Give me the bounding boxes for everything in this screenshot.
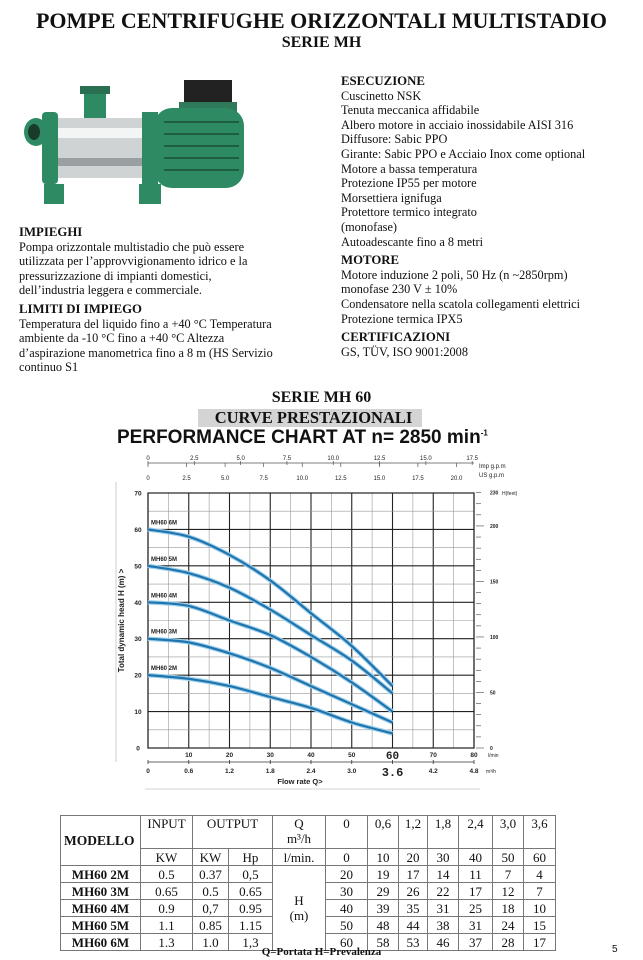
output-kw-cell: 0.85: [193, 917, 229, 934]
us-tick-label: 5.0: [220, 476, 230, 482]
curves-title: CURVE PRESTAZIONALI: [214, 408, 413, 427]
page-title: POMPE CENTRIFUGHE ORIZZONTALI MULTISTADIO: [35, 8, 608, 33]
perf-title-text: PERFORMANCE CHART AT n= 2850 min: [117, 427, 481, 448]
y-tick-label: 40: [134, 599, 142, 607]
q-lmin: 50: [493, 849, 524, 866]
feet-tick-label: 100: [490, 634, 499, 641]
certificazioni-heading: CERTIFICAZIONI: [341, 330, 451, 345]
head-value-cell: 35: [399, 900, 428, 917]
imp-tick-label: 15.0: [420, 456, 432, 462]
head-value-cell: 60: [326, 934, 368, 951]
x-tick-label: 50: [348, 752, 356, 759]
header-output: OUTPUT: [193, 816, 273, 849]
motore-line: Protezione termica IPX5: [341, 311, 463, 326]
limiti-line: continuo S1: [19, 360, 79, 375]
y-tick-label: 20: [134, 672, 142, 680]
head-value-cell: 31: [428, 900, 459, 917]
x2-tick-label: 2.4: [306, 768, 316, 775]
esecuzione-line: Morsettiera ignifuga: [341, 190, 442, 205]
spec-table: [60, 815, 556, 951]
page-number: 5: [612, 944, 618, 955]
us-tick-label: 15.0: [373, 476, 386, 482]
us-tick-label: 17.5: [412, 476, 424, 482]
x2-tick-label: 3.6: [381, 766, 404, 780]
motore-heading: MOTORE: [341, 253, 400, 268]
us-unit-label: US g.p.m: [479, 473, 505, 479]
impieghi-line: dell’industria leggera e commerciale.: [19, 283, 203, 298]
limiti-line: Temperatura del liquido fino a +40 °C Temperatura: [19, 316, 272, 331]
q-m3h: 0,6: [368, 816, 399, 849]
motore-line: Condensatore nella scatola collegamenti elettrici: [341, 296, 581, 311]
head-value-cell: 4: [524, 866, 556, 883]
limiti-line: d’aspirazione manometrica fino a 8 m (HS Servizio: [19, 345, 273, 360]
model-cell: MH60 2M: [61, 866, 141, 883]
x-tick-label: 60: [385, 751, 400, 763]
y-tick-label: 10: [134, 709, 142, 717]
q-lmin: 30: [428, 849, 459, 866]
esecuzione-line: Girante: Sabic PPO e Acciaio Inox come optional: [341, 146, 586, 161]
limiti-line: ambiente da -10 °C fino a +40 °C Altezza: [19, 331, 225, 346]
x2-tick-label: 3.0: [347, 768, 357, 775]
head-value-cell: 58: [368, 934, 399, 951]
header-q: [273, 816, 326, 849]
head-value-cell: 30: [326, 883, 368, 900]
model-cell: MH60 5M: [61, 917, 141, 934]
imp-tick-label: 0: [146, 456, 150, 462]
x-tick-label: 10: [185, 752, 193, 759]
output-hp-cell: 0.65: [229, 883, 273, 900]
x-tick-label: 80: [470, 752, 478, 759]
y-tick-label: 50: [134, 563, 142, 571]
input-kw-cell: 1.3: [141, 934, 193, 951]
imp-tick-label: 7.5: [282, 456, 292, 462]
h-unit: (m): [289, 908, 309, 923]
esecuzione-line: Protezione IP55 per motore: [341, 176, 477, 191]
head-value-cell: 17: [399, 866, 428, 883]
curve-label: MH60 4M: [151, 593, 178, 600]
q-lmin: 60: [524, 849, 556, 866]
head-value-cell: 17: [524, 934, 556, 951]
head-value-cell: 7: [493, 866, 524, 883]
h-unit-cell: [273, 866, 326, 951]
feet-unit-label: H(feet): [502, 491, 518, 497]
head-value-cell: 40: [326, 900, 368, 917]
q-m3h: 3,6: [524, 816, 556, 849]
x2-tick-label: 4.8: [469, 768, 479, 775]
head-value-cell: 10: [524, 900, 556, 917]
imp-tick-label: 2.5: [190, 456, 199, 462]
esecuzione-line: Tenuta meccanica affidabile: [341, 103, 480, 118]
head-value-cell: 38: [428, 917, 459, 934]
head-value-cell: 11: [459, 866, 493, 883]
input-kw-cell: 1.1: [141, 917, 193, 934]
unit-kw-output: KW: [193, 849, 229, 866]
head-value-cell: 48: [368, 917, 399, 934]
imp-tick-label: 17.5: [466, 456, 479, 462]
x2-tick-label: 1.2: [224, 768, 235, 775]
head-value-cell: 12: [493, 883, 524, 900]
output-hp-cell: 1.15: [229, 917, 273, 934]
feet-tick-label: 0: [490, 746, 493, 752]
esecuzione-line: Albero motore in acciaio inossidabile AISI 316: [341, 117, 574, 132]
us-tick-label: 7.5: [259, 476, 268, 482]
x-tick-label: 20: [225, 752, 234, 759]
impieghi-line: pressurizzazione di impianti domestici,: [19, 268, 212, 283]
curve-label: MH60 6M: [151, 520, 178, 527]
esecuzione-heading: ESECUZIONE: [341, 74, 425, 88]
certificazioni-line: GS, TÜV, ISO 9001:2008: [341, 344, 468, 359]
head-value-cell: 17: [459, 883, 493, 900]
x-tick-label: 30: [266, 752, 274, 759]
esecuzione-line: Motore a bassa temperatura: [341, 161, 478, 176]
imp-tick-label: 10.0: [327, 456, 340, 462]
motore-line: Motore induzione 2 poli, 50 Hz (n ~2850rpm): [341, 267, 568, 282]
head-value-cell: 24: [493, 917, 524, 934]
x2-tick-label: 4.2: [428, 768, 438, 775]
y-tick-label: 30: [134, 636, 142, 644]
us-tick-label: 2.5: [182, 476, 191, 482]
perf-title-sup: -1: [480, 428, 488, 438]
header-input: INPUT: [141, 816, 193, 849]
q-lmin: 40: [459, 849, 493, 866]
table-row: [61, 866, 556, 883]
header-modello: MODELLO: [61, 816, 141, 866]
head-value-cell: 44: [399, 917, 428, 934]
output-hp-cell: 0.95: [229, 900, 273, 917]
esecuzione-line: Autoadescante fino a 8 metri: [341, 234, 484, 249]
esecuzione-line: Protettore termico integrato: [341, 205, 477, 220]
head-value-cell: 22: [428, 883, 459, 900]
unit-lmin: l/min.: [273, 849, 326, 866]
curve-label: MH60 3M: [151, 629, 178, 636]
curve-label: MH60 2M: [151, 666, 178, 673]
feet-tick-label: 230: [490, 490, 499, 497]
q-lmin: 0: [326, 849, 368, 866]
q-m3h: 3,0: [493, 816, 524, 849]
esecuzione-line: Cuscinetto NSK: [341, 88, 422, 103]
x-unit-label: l/min: [488, 753, 499, 759]
output-kw-cell: 0,7: [193, 900, 229, 917]
unit-hp: Hp: [229, 849, 273, 866]
head-value-cell: 7: [524, 883, 556, 900]
model-cell: MH60 6M: [61, 934, 141, 951]
x-tick-label: 70: [429, 752, 437, 759]
output-kw-cell: 0.5: [193, 883, 229, 900]
head-value-cell: 18: [493, 900, 524, 917]
q-m3h: 1,2: [399, 816, 428, 849]
unit-kw-input: KW: [141, 849, 193, 866]
q-label: Q: [294, 816, 304, 831]
limiti-heading: LIMITI DI IMPIEGO: [19, 301, 143, 316]
head-value-cell: 15: [524, 917, 556, 934]
model-cell: MH60 4M: [61, 900, 141, 917]
output-kw-cell: 0.37: [193, 866, 229, 883]
head-value-cell: 14: [428, 866, 459, 883]
impieghi-line: utilizzata per l’approvvigionamento idrico e la: [19, 254, 248, 269]
curve-label: MH60 5M: [151, 556, 178, 563]
input-kw-cell: 0.5: [141, 866, 193, 883]
head-value-cell: 46: [428, 934, 459, 951]
table-caption: Q=Portata H=Prevalenza: [261, 946, 382, 958]
input-kw-cell: 0.9: [141, 900, 193, 917]
head-value-cell: 25: [459, 900, 493, 917]
input-kw-cell: 0.65: [141, 883, 193, 900]
feet-tick-label: 50: [490, 690, 496, 697]
q-lmin: 20: [399, 849, 428, 866]
head-value-cell: 29: [368, 883, 399, 900]
head-value-cell: 50: [326, 917, 368, 934]
output-hp-cell: 0,5: [229, 866, 273, 883]
q-m3h: 2,4: [459, 816, 493, 849]
imp-tick-label: 5.0: [236, 456, 245, 462]
q-m3h: 1,8: [428, 816, 459, 849]
x-axis-label: Flow rate Q>: [277, 777, 323, 786]
feet-tick-label: 200: [490, 523, 499, 530]
imp-tick-label: 12.5: [373, 456, 386, 462]
head-value-cell: 39: [368, 900, 399, 917]
us-tick-label: 10.0: [296, 476, 309, 482]
head-value-cell: 53: [399, 934, 428, 951]
x-tick-label: 40: [307, 752, 315, 759]
output-kw-cell: 1.0: [193, 934, 229, 951]
series-title: SERIE MH 60: [271, 389, 372, 406]
q-m3h: 0: [326, 816, 368, 849]
esecuzione-line: (monofase): [341, 219, 397, 234]
y-tick-label: 0: [136, 745, 140, 753]
y-axis-label: Total dynamic head H (m) >: [117, 568, 126, 673]
x2-tick-label: 1.8: [265, 768, 275, 775]
head-value-cell: 31: [459, 917, 493, 934]
x2-tick-label: 0.6: [184, 768, 194, 775]
model-cell: MH60 3M: [61, 883, 141, 900]
us-tick-label: 0: [146, 476, 150, 482]
x2-tick-label: 0: [146, 768, 150, 775]
motore-line: monofase 230 V ± 10%: [341, 282, 458, 297]
y-tick-label: 70: [134, 490, 142, 498]
head-value-cell: 28: [493, 934, 524, 951]
page-subtitle: SERIE MH: [281, 34, 362, 51]
head-value-cell: 20: [326, 866, 368, 883]
q-unit: m³/h: [286, 831, 312, 846]
us-tick-label: 12.5: [334, 476, 347, 482]
h-label: H: [294, 893, 304, 908]
y-tick-label: 60: [134, 526, 142, 534]
impieghi-line: Pompa orizzontale multistadio che può essere: [19, 239, 245, 254]
head-value-cell: 26: [399, 883, 428, 900]
us-tick-label: 20.0: [450, 476, 463, 482]
impieghi-heading: IMPIEGHI: [19, 225, 83, 239]
imp-unit-label: Imp g.p.m: [479, 464, 506, 470]
head-value-cell: 37: [459, 934, 493, 951]
q-lmin: 10: [368, 849, 399, 866]
x2-unit-label: m³/h: [486, 769, 496, 775]
feet-tick-label: 150: [490, 579, 499, 586]
output-hp-cell: 1,3: [229, 934, 273, 951]
esecuzione-line: Diffusore: Sabic PPO: [341, 132, 448, 147]
head-value-cell: 19: [368, 866, 399, 883]
